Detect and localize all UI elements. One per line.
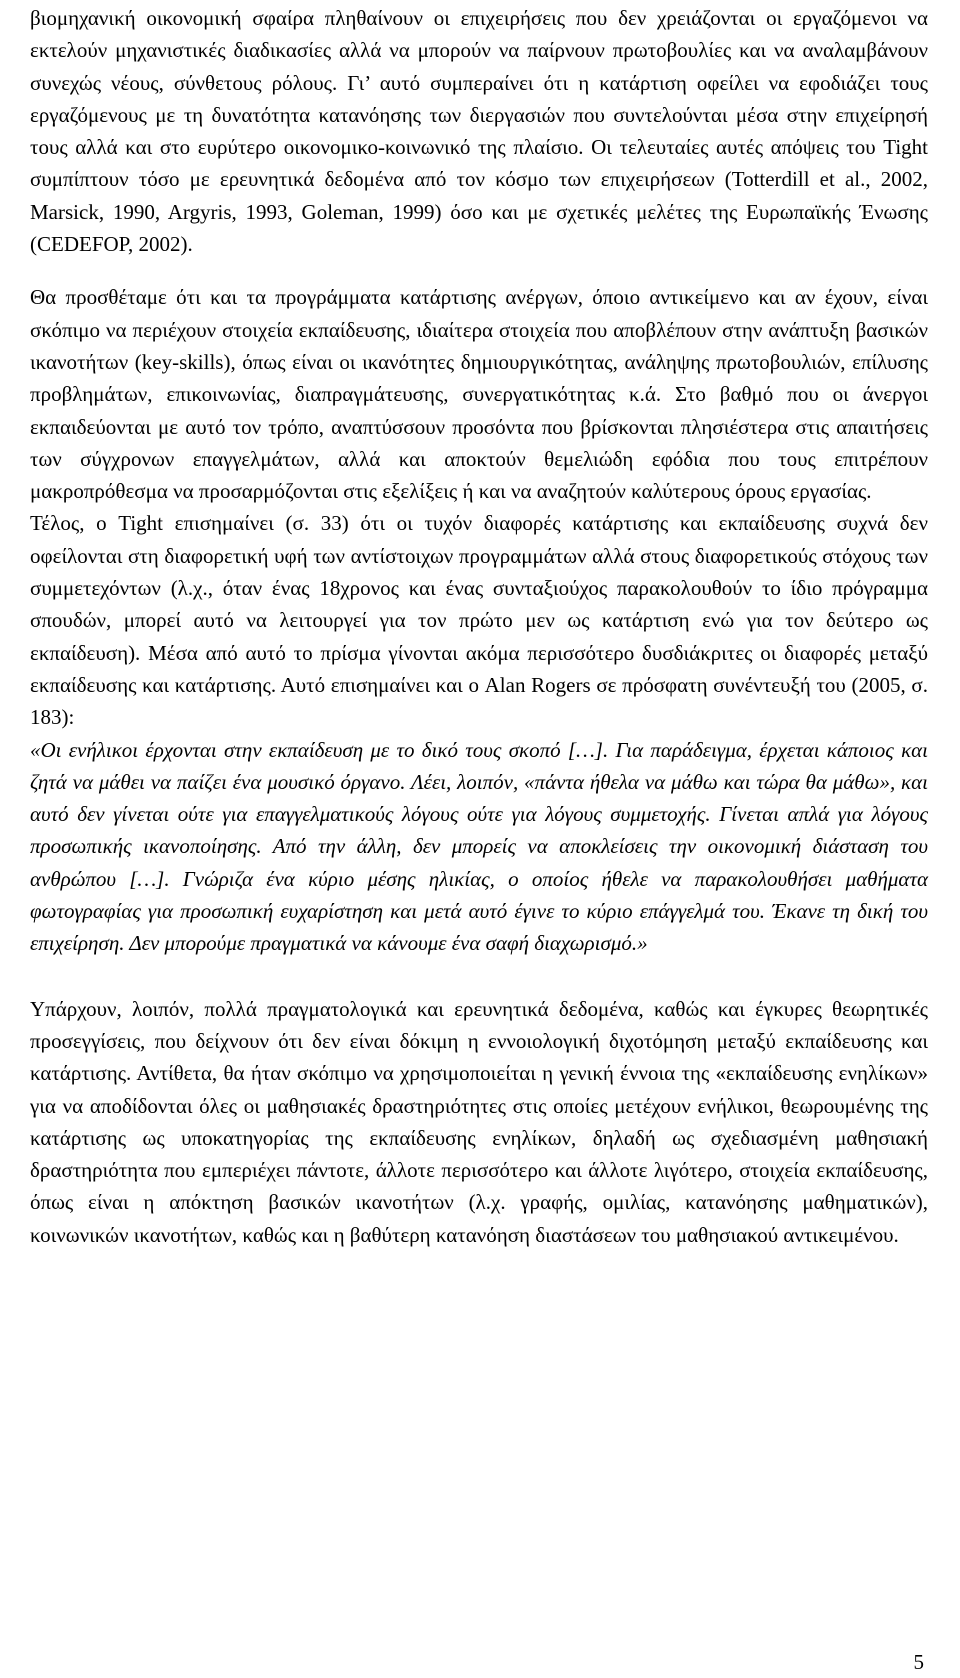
paragraph-tight-differences: Τέλος, ο Tight επισημαίνει (σ. 33) ότι οι τυχόν διαφορές κατάρτισης και εκπαίδευσης συχνά δεν οφείλονται στη διαφορετική υφή των αντίστοιχων προγραμμάτων αλλά στους διαφορετικούς στόχους των συμμετεχόντων (λ.χ., όταν ένας 18χρονος και ένας συνταξιούχος παρακολουθούν το ίδιο πρόγραμμα σπουδών, μπορεί αυτό να λειτουργεί για τον πρώτο μεν ως κατάρτιση ενώ για τον δεύτερο ως εκπαίδευση). Μέσα από αυτό το πρίσμα γίνονται ακόμα περισσότερο δυσδιάκριτες οι διαφορές μεταξύ εκπαίδευσης και κατάρτισης. Αυτό επισημαίνει και ο Alan Rogers σε πρόσφατη συνέντευξή του (2005, σ. 183): xyxy=(30,511,928,730)
quote-alan-rogers: «Οι ενήλικοι έρχονται στην εκπαίδευση με το δικό τους σκοπό […]. Για παράδειγμα, έρχεται κάποιος και ζητά να μάθει να παίζει ένα μουσικό όργανο. Λέει, λοιπόν, «πάντα ήθελα να μάθω και τώρα θα μάθω», και αυτό δεν γίνεται ούτε για επαγγελματικούς λόγους ούτε για λόγους συμμετοχής. Γίνεται απλά για λόγους προσωπικής ικανοποίησης. Από την άλλη, δεν μπορείς να αποκλείσεις την οικονομική διάσταση του ανθρώπου […]. Γνώριζα ένα κύριο μέσης ηλικίας, ο οποίος ήθελε να παρακολουθήσει μαθήματα φωτογραφίας για προσωπική ευχαρίστηση και μετά αυτό έγινε το κύριο επάγγελμά του. Έκανε τη δική του επιχείρηση. Δεν μπορούμε πραγματικά να κάνουμε ένα σαφή διαχωρισμό.» xyxy=(30,737,928,956)
paragraph-conclusion: Υπάρχουν, λοιπόν, πολλά πραγματολογικά και ερευνητικά δεδομένα, καθώς και έγκυρες θεωρητικές προσεγγίσεις, που δείχνουν ότι δεν είναι δόκιμη η εννοιολογική διχοτόμηση μεταξύ εκπαίδευσης και κατάρτισης. Αντίθετα, θα ήταν σκόπιμο να χρησιμοποιείται η γενική έννοια της «εκπαίδευσης ενηλίκων» για να αποδίδονται όλες οι μαθησιακές δραστηριότητες στις οποίες μετέχουν ενήλικοι, θεωρουμένης της κατάρτισης ως υποκατηγορίας της εκπαίδευσης ενηλίκων, δηλαδή ως σχεδιασμένη μαθησιακή δραστηριότητα που εμπεριέχει πάντοτε, άλλοτε περισσότερο και άλλοτε λιγότερο, στοιχεία εκπαίδευσης, όπως είναι η απόκτηση βασικών ικανοτήτων (λ.χ. γραφής, ομιλίας, κατανόησης μαθηματικών), κοινωνικών ικανοτήτων, καθώς και η βαθύτερη κατανόηση διαστάσεων του μαθησιακού αντικειμένου. xyxy=(30,996,928,1247)
paragraph-training-unemployed: Θα προσθέταμε ότι και τα προγράμματα κατάρτισης ανέργων, όποιο αντικείμενο και αν έχουν, είναι σκόπιμο να περιέχουν στοιχεία εκπαίδευσης, ιδιαίτερα στοιχεία που αποβλέπουν στην ανάπτυξη βασικών ικανοτήτων (key-skills), όπως είναι οι ικανότητες δημιουργικότητας, ανάληψης πρωτοβουλιών, επίλυσης προβλημάτων, επικοινωνίας, διαπραγμάτευσης, συνεργατικότητας κ.ά. Στο βαθμό που οι άνεργοι εκπαιδεύονται με αυτό τον τρόπο, αναπτύσσουν προσόντα που βρίσκονται πλησιέστερα στις απαιτήσεις των σύγχρονων επαγγελμάτων, αλλά και αποκτούν θεμελιώδη εφόδια που τους επιτρέπουν μακροπρόθεσμα να προσαρμόζονται στις εξελίξεις ή και να αναζητούν καλύτερους όρους εργασίας. xyxy=(30,285,928,504)
page-number: 5 xyxy=(913,1650,924,1674)
paragraph-continued: βιομηχανική οικονομική σφαίρα πληθαίνουν οι επιχειρήσεις που δεν χρειάζονται οι εργαζόμενοι να εκτελούν μηχανιστικές διαδικασίες αλλά να μπορούν να παίρνουν πρωτοβουλίες και να αναλαμβάνουν συνεχώς νέους, σύνθετους ρόλους. Γι’ αυτό συμπεραίνει ότι η κατάρτιση οφείλει να εφοδιάζει τους εργαζόμενους με τη δυνατότητα κατανόησης των διεργασιών που συντελούνται μέσα στην επιχείρησή τους αλλά και στο ευρύτερο οικονομικο-κοινωνικό της πλαίσιο. Οι τελευταίες αυτές απόψεις του Tight συμπίπτουν τόσο με ερευνητικά δεδομένα από τον κόσμο των επιχειρήσεων (Totterdill et al., 2002, Marsick, 1990, Argyris, 1993, Goleman, 1999) όσο και με σχετικές μελέτες της Ευρωπαϊκής Ένωσης (CEDEFOP, 2002). xyxy=(30,6,928,257)
document-page xyxy=(30,2,928,1251)
